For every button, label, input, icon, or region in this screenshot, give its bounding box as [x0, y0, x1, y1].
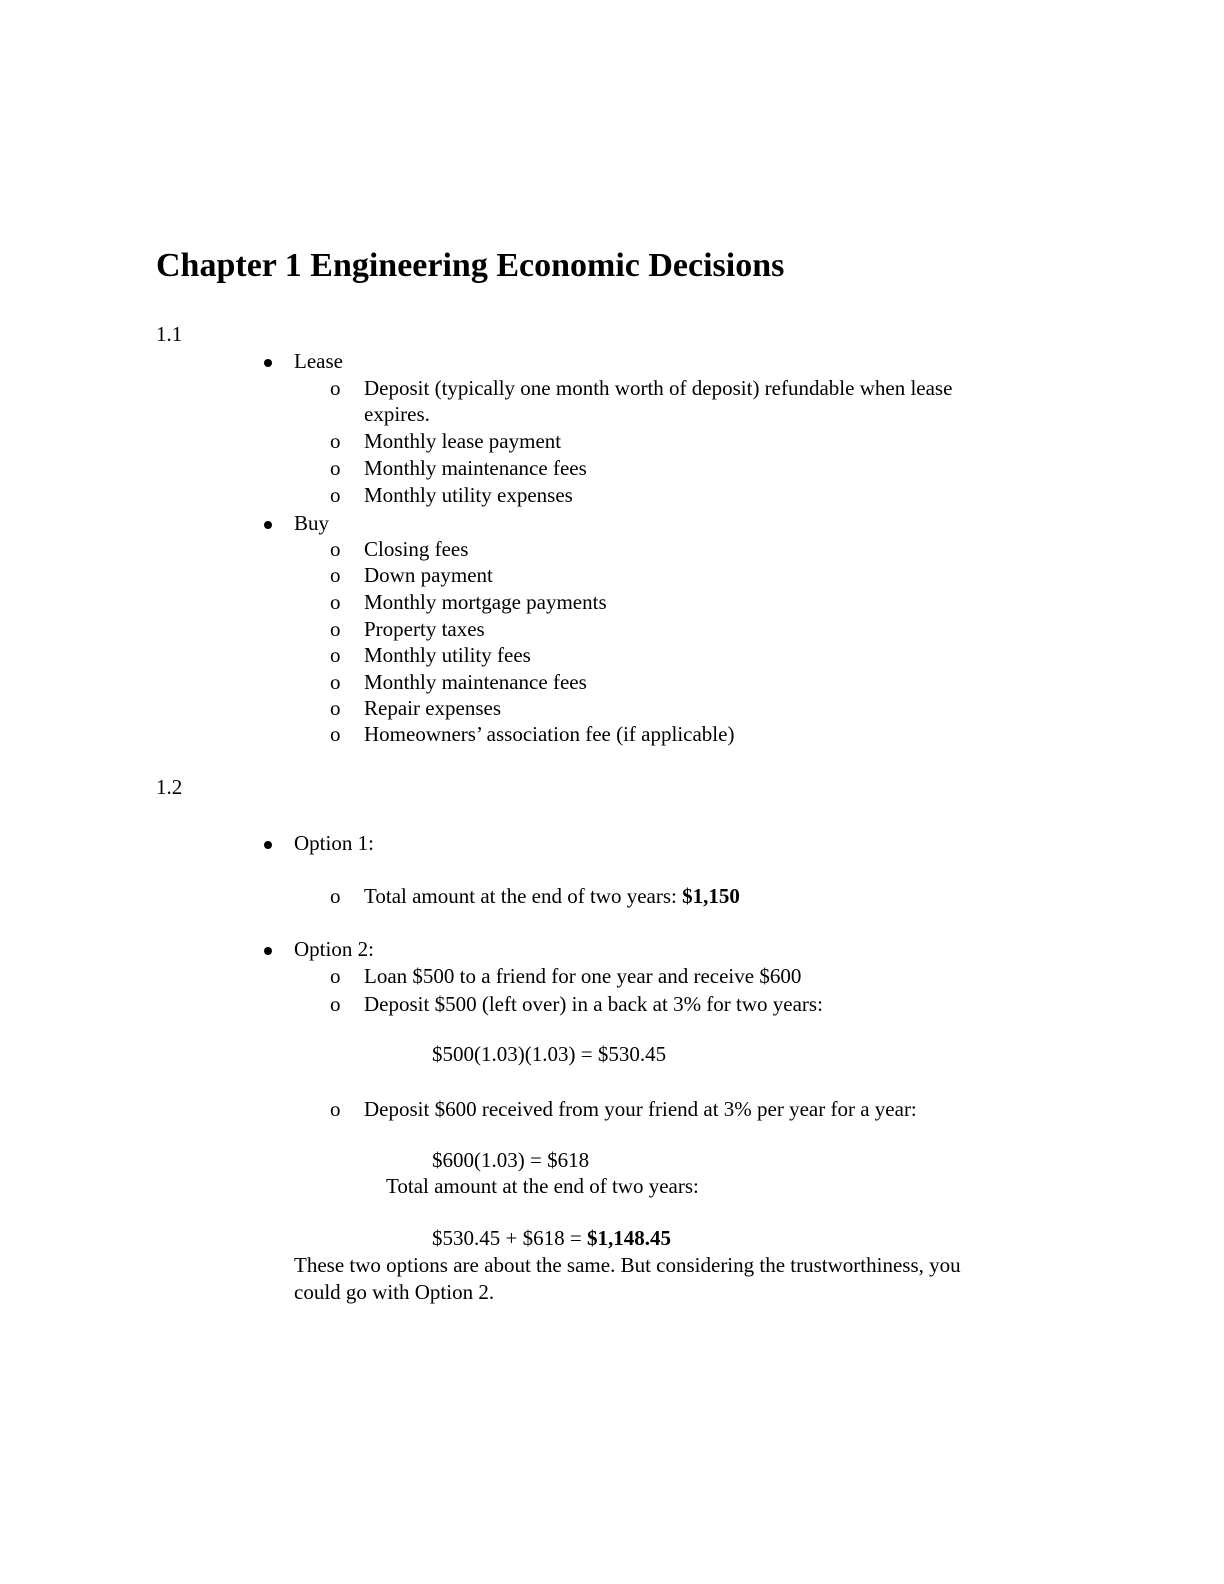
sub-bullet-marker: o [330, 643, 341, 667]
list-item: o Closing fees [330, 537, 469, 561]
sub-bullet-marker: o [330, 563, 341, 587]
list-item: o Down payment [330, 563, 493, 587]
page-title: Chapter 1 Engineering Economic Decisions [156, 247, 785, 284]
sub-bullet-marker: o [330, 617, 341, 641]
sub-bullet-marker: o [330, 429, 341, 453]
sub-bullet-marker: o [330, 884, 341, 908]
bullet-lease: Lease [294, 349, 343, 373]
sub-bullet-marker: o [330, 670, 341, 694]
bullet-option-2: Option 2: [294, 937, 374, 961]
calculation-line: $600(1.03) = $618 [432, 1148, 590, 1172]
calculation-line: $500(1.03)(1.03) = $530.45 [432, 1042, 667, 1066]
bullet-buy: Buy [294, 511, 330, 535]
list-item: o Deposit (typically one month worth of deposit) refundable when lease [330, 376, 953, 400]
conclusion-line: could go with Option 2. [294, 1280, 495, 1304]
list-item: o Monthly utility expenses [330, 483, 573, 507]
sub-bullet-marker: o [330, 483, 341, 507]
sub-bullet-marker: o [330, 696, 341, 720]
conclusion-line: These two options are about the same. But considering the trustworthiness, you [294, 1253, 961, 1277]
list-item-continuation: expires. [364, 402, 430, 426]
sub-bullet-marker: o [330, 722, 341, 746]
sub-bullet-marker: o [330, 992, 341, 1016]
sub-bullet-marker: o [330, 537, 341, 561]
sub-bullet-marker: o [330, 964, 341, 988]
section-number-1-1: 1.1 [156, 322, 183, 346]
option-2-total: $1,148.45 [586, 1226, 671, 1250]
list-item: o Deposit $500 (left over) in a back at 3% for two years: [330, 992, 823, 1016]
calculation-line: $530.45 + $618 = $1,148.45 [432, 1226, 671, 1250]
sub-bullet-marker: o [330, 590, 341, 614]
list-item: o Deposit $600 received from your friend at 3% per year for a year: [330, 1097, 917, 1121]
list-item: o Monthly maintenance fees [330, 456, 587, 480]
total-label: Total amount at the end of two years: [386, 1174, 699, 1198]
list-item: o Monthly lease payment [330, 429, 562, 453]
sub-bullet-marker: o [330, 1097, 341, 1121]
list-item: o Repair expenses [330, 696, 502, 720]
list-item: o Loan $500 to a friend for one year and receive $600 [330, 964, 802, 988]
list-item: o Homeowners’ association fee (if applicable) [330, 722, 735, 746]
sub-bullet-marker: o [330, 456, 341, 480]
option-1-total: $1,150 [682, 884, 740, 908]
list-item: o Monthly utility fees [330, 643, 531, 667]
list-item: o Property taxes [330, 617, 485, 641]
list-item: o Total amount at the end of two years: $1,150 [330, 884, 740, 908]
list-item: o Monthly mortgage payments [330, 590, 607, 614]
list-item: o Monthly maintenance fees [330, 670, 587, 694]
bullet-option-1: Option 1: [294, 831, 374, 855]
section-number-1-2: 1.2 [156, 775, 183, 799]
sub-bullet-marker: o [330, 376, 341, 400]
